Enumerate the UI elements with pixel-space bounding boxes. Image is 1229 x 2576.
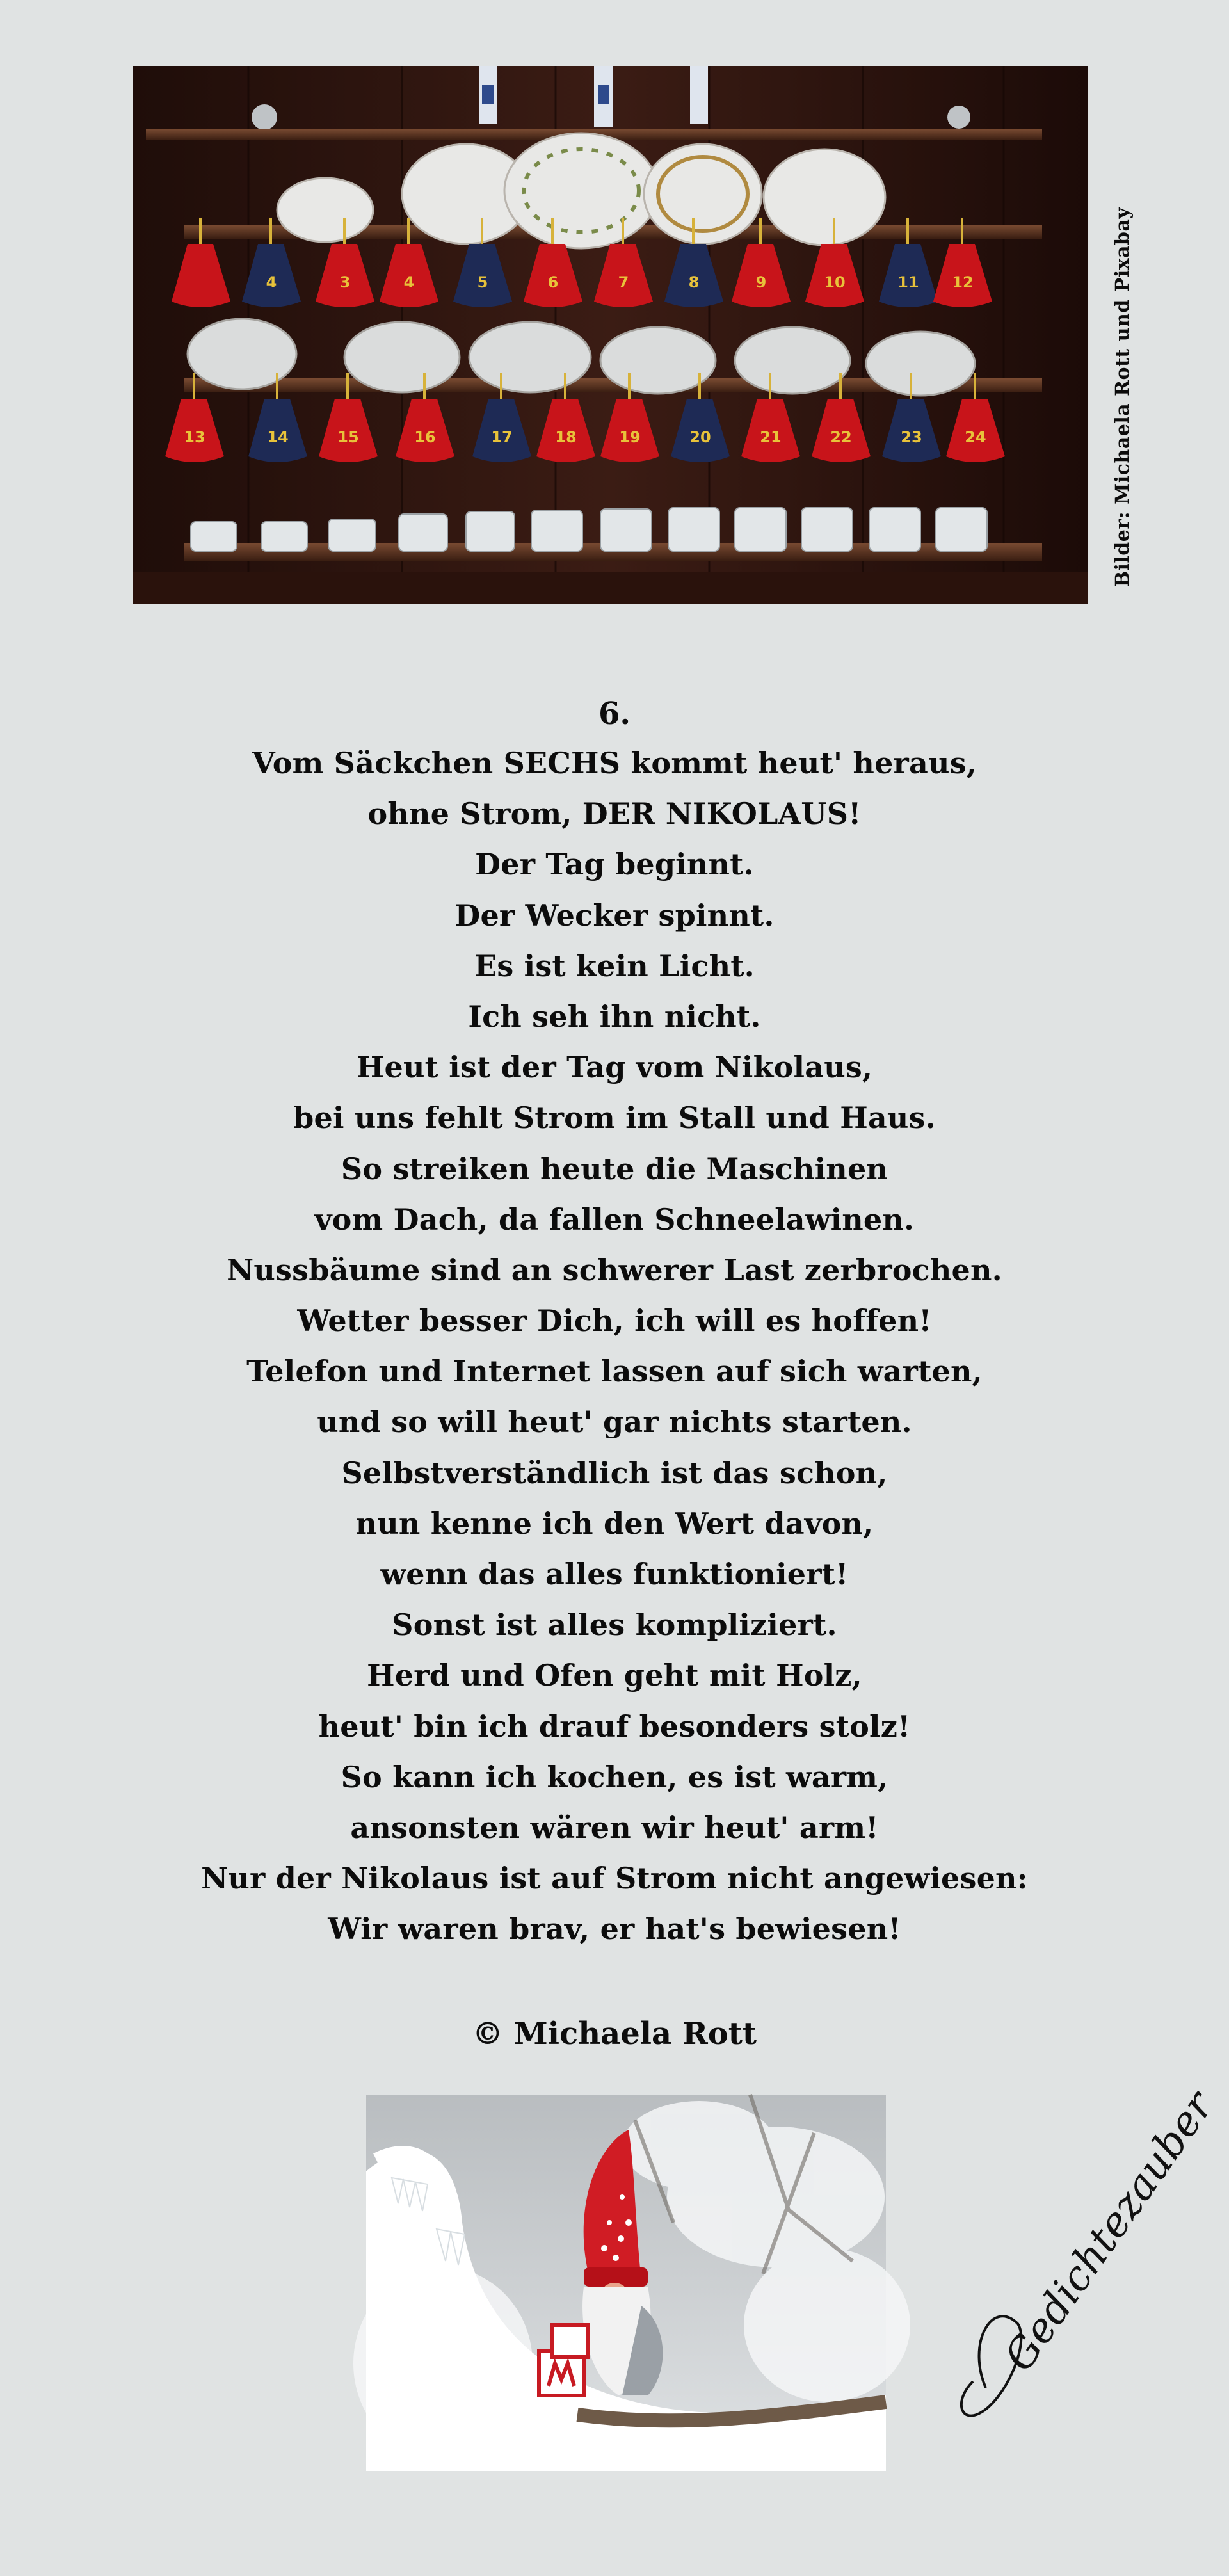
calendar-bag-number: 13 xyxy=(184,428,205,446)
calendar-bag-number: 4 xyxy=(403,273,415,291)
calendar-bag-number: 23 xyxy=(901,428,922,446)
poem-line: Heut ist der Tag vom Nikolaus, xyxy=(356,1050,873,1085)
poem xyxy=(0,695,1229,1955)
poem-line: Der Tag beginnt. xyxy=(475,847,754,882)
calendar-bag-number: 15 xyxy=(337,428,359,446)
poem-line: Wetter besser Dich, ich will es hoffen! xyxy=(297,1303,932,1339)
calendar-bag-number: 5 xyxy=(477,273,488,291)
poem-line: Wir waren brav, er hat's bewiesen! xyxy=(328,1912,901,1947)
advent-calendar-photo xyxy=(133,66,1088,604)
poem-line: Der Wecker spinnt. xyxy=(454,898,775,933)
poem-line: Herd und Ofen geht mit Holz, xyxy=(367,1658,862,1693)
calendar-bag-number: 17 xyxy=(491,428,513,446)
calendar-bag-number: 14 xyxy=(267,428,289,446)
poem-line: Nur der Nikolaus ist auf Strom nicht angewiesen: xyxy=(201,1861,1028,1896)
photo-credit xyxy=(1105,192,1141,602)
calendar-bag-number: 22 xyxy=(830,428,852,446)
poem-title: 6. xyxy=(598,696,631,732)
calendar-bag-number: 21 xyxy=(760,428,782,446)
poem-line: Es ist kein Licht. xyxy=(474,948,755,983)
poem-line: Telefon und Internet lassen auf sich warten, xyxy=(246,1354,983,1389)
poem-line: bei uns fehlt Strom im Stall und Haus. xyxy=(293,1100,936,1136)
poem-line: Ich seh ihn nicht. xyxy=(468,999,761,1034)
calendar-bag-number: 4 xyxy=(266,273,277,291)
poem-line: So streiken heute die Maschinen xyxy=(341,1151,888,1186)
calendar-bag-number: 7 xyxy=(618,273,629,291)
poem-line: nun kenne ich den Wert davon, xyxy=(355,1506,874,1541)
calendar-bag-number: 6 xyxy=(547,273,559,291)
poem-line: Selbstverständlich ist das schon, xyxy=(341,1455,888,1490)
gnome-photo xyxy=(366,2095,886,2471)
calendar-bag-number: 20 xyxy=(689,428,711,446)
poem-line: So kann ich kochen, es ist warm, xyxy=(341,1759,888,1794)
signature-logo xyxy=(941,2083,1223,2426)
calendar-bag-number: 9 xyxy=(755,273,767,291)
poem-line: Nussbäume sind an schwerer Last zerbrochen. xyxy=(227,1252,1002,1287)
poem-line: Sonst ist alles kompliziert. xyxy=(392,1607,837,1643)
poem-line: ohne Strom, DER NIKOLAUS! xyxy=(367,796,862,832)
signature-text: Gedichtezauber xyxy=(995,2083,1223,2380)
calendar-bag-number: 19 xyxy=(619,428,641,446)
poem-line: und so will heut' gar nichts starten. xyxy=(317,1405,912,1440)
calendar-bag-number: 16 xyxy=(414,428,436,446)
calendar-bag-number: 24 xyxy=(965,428,986,446)
calendar-bag-number: 3 xyxy=(339,273,351,291)
calendar-bag-number: 8 xyxy=(688,273,700,291)
photo-credit-text: Bilder: Michaela Rott und Pixabay xyxy=(1111,207,1134,587)
poem-line: wenn das alles funktioniert! xyxy=(380,1557,849,1591)
poem-line: ansonsten wären wir heut' arm! xyxy=(350,1810,879,1845)
copyright: © Michaela Rott xyxy=(472,2016,757,2052)
calendar-bag-number: 10 xyxy=(824,273,846,291)
poem-lines xyxy=(0,738,1229,1955)
calendar-bag-number: 12 xyxy=(952,273,974,291)
poem-line: heut' bin ich drauf besonders stolz! xyxy=(318,1709,911,1744)
calendar-bag-number: 18 xyxy=(555,428,577,446)
calendar-bag-number: 11 xyxy=(897,273,919,291)
poem-line: vom Dach, da fallen Schneelawinen. xyxy=(314,1202,915,1237)
poem-line: Vom Säckchen SECHS kommt heut' heraus, xyxy=(252,746,977,780)
